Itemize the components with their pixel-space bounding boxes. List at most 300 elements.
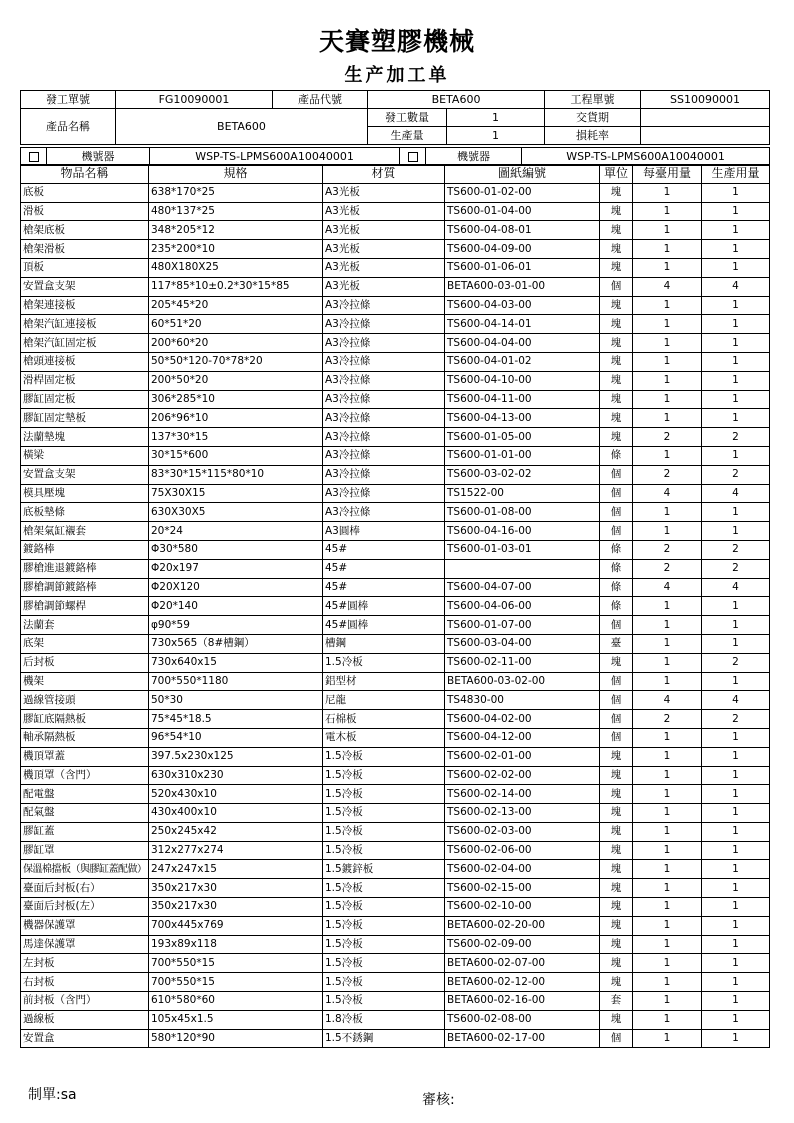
cell-material: 45# [323, 578, 445, 597]
cell-item-name: 膠缸罩 [21, 841, 149, 860]
cell-material: 45#圓棒 [323, 616, 445, 635]
cell-material: A3冷拉條 [323, 409, 445, 428]
cell-unit: 塊 [600, 296, 633, 315]
cell-unit: 條 [600, 559, 633, 578]
cell-material: 1.5冷板 [323, 954, 445, 973]
table-row [21, 202, 770, 221]
cell-qty-per-unit: 1 [633, 992, 702, 1011]
cell-item-name: 機器保護罩 [21, 916, 149, 935]
cell-item-name: 安置盒 [21, 1029, 149, 1048]
cell-drawing-no: TS600-04-12-00 [445, 728, 600, 747]
cell-material: 1.5冷板 [323, 973, 445, 992]
cell-item-name: 槍架滑板 [21, 240, 149, 259]
cell-qty-per-unit: 4 [633, 691, 702, 710]
cell-qty-per-unit: 1 [633, 597, 702, 616]
cell-qty-per-unit: 1 [633, 747, 702, 766]
cell-material: A3光板 [323, 240, 445, 259]
cell-spec: 30*15*600 [149, 446, 323, 465]
table-row [21, 428, 770, 447]
cell-qty-per-unit: 1 [633, 634, 702, 653]
cell-material: 45# [323, 540, 445, 559]
cell-qty-per-unit: 1 [633, 202, 702, 221]
machine-no-1: WSP-TS-LPMS600A10040001 [150, 148, 400, 166]
cell-unit: 個 [600, 503, 633, 522]
table-row [21, 634, 770, 653]
table-row [21, 898, 770, 917]
cell-item-name: 鍍鉻棒 [21, 540, 149, 559]
cell-drawing-no: BETA600-02-16-00 [445, 992, 600, 1011]
cell-production-qty: 1 [702, 916, 770, 935]
cell-item-name: 過線管接頭 [21, 691, 149, 710]
cell-unit: 塊 [600, 390, 633, 409]
cell-drawing-no: BETA600-02-17-00 [445, 1029, 600, 1048]
cell-unit: 條 [600, 540, 633, 559]
cell-unit: 條 [600, 578, 633, 597]
cell-production-qty: 1 [702, 634, 770, 653]
cell-qty-per-unit: 4 [633, 484, 702, 503]
cell-material: A3冷拉條 [323, 428, 445, 447]
cell-drawing-no: TS1522-00 [445, 484, 600, 503]
table-row [21, 785, 770, 804]
cell-qty-per-unit: 1 [633, 1010, 702, 1029]
cell-production-qty: 1 [702, 935, 770, 954]
cell-item-name: 機架 [21, 672, 149, 691]
cell-item-name: 安置盒支架 [21, 465, 149, 484]
cell-qty-per-unit: 1 [633, 841, 702, 860]
table-row [21, 484, 770, 503]
maker-label: 制單: [28, 1087, 61, 1103]
cell-material: A3光板 [323, 277, 445, 296]
cell-production-qty: 2 [702, 559, 770, 578]
cell-spec: 700*550*15 [149, 973, 323, 992]
cell-qty-per-unit: 1 [633, 390, 702, 409]
cell-item-name: 橫梁 [21, 446, 149, 465]
cell-material: 1.5冷板 [323, 841, 445, 860]
cell-material: 1.5不銹鋼 [323, 1029, 445, 1048]
cell-material: 45#圓棒 [323, 597, 445, 616]
cell-drawing-no: TS600-01-07-00 [445, 616, 600, 635]
cell-qty-per-unit: 1 [633, 503, 702, 522]
cell-qty-per-unit: 1 [633, 446, 702, 465]
cell-material: 1.8冷板 [323, 1010, 445, 1029]
cell-spec: Φ20*140 [149, 597, 323, 616]
cell-spec: 75*45*18.5 [149, 710, 323, 729]
cell-production-qty: 1 [702, 728, 770, 747]
cell-spec: 250x245x42 [149, 822, 323, 841]
cell-drawing-no [445, 559, 600, 578]
cell-unit: 條 [600, 597, 633, 616]
cell-material: A3圓棒 [323, 522, 445, 541]
cell-unit: 塊 [600, 428, 633, 447]
cell-qty-per-unit: 1 [633, 935, 702, 954]
cell-material: 石棉板 [323, 710, 445, 729]
column-header-unit: 單位 [600, 165, 633, 184]
cell-item-name: 機頂罩（含門） [21, 766, 149, 785]
cell-production-qty: 1 [702, 860, 770, 879]
cell-qty-per-unit: 1 [633, 296, 702, 315]
cell-material: 1.5冷板 [323, 935, 445, 954]
cell-qty-per-unit: 1 [633, 766, 702, 785]
cell-material: A3冷拉條 [323, 334, 445, 353]
cell-material: A3光板 [323, 258, 445, 277]
cell-unit: 個 [600, 484, 633, 503]
cell-unit: 塊 [600, 785, 633, 804]
cell-spec: 580*120*90 [149, 1029, 323, 1048]
table-row [21, 822, 770, 841]
checkbox-icon [408, 152, 418, 162]
cell-item-name: 膠缸蓋 [21, 822, 149, 841]
cell-spec: 700*550*1180 [149, 672, 323, 691]
cell-spec: 60*51*20 [149, 315, 323, 334]
cell-spec: 96*54*10 [149, 728, 323, 747]
cell-drawing-no: TS600-02-06-00 [445, 841, 600, 860]
cell-production-qty: 1 [702, 841, 770, 860]
cell-production-qty: 1 [702, 315, 770, 334]
table-row [21, 183, 770, 202]
table-row [21, 616, 770, 635]
cell-spec: 137*30*15 [149, 428, 323, 447]
column-header-qty-per-unit: 每臺用量 [633, 165, 702, 184]
cell-production-qty: 4 [702, 277, 770, 296]
cell-qty-per-unit: 2 [633, 540, 702, 559]
cell-unit: 塊 [600, 371, 633, 390]
table-row [21, 653, 770, 672]
cell-drawing-no: TS600-04-10-00 [445, 371, 600, 390]
cell-spec: 75X30X15 [149, 484, 323, 503]
table-row [21, 597, 770, 616]
cell-qty-per-unit: 1 [633, 860, 702, 879]
cell-spec: 638*170*25 [149, 183, 323, 202]
cell-production-qty: 4 [702, 484, 770, 503]
cell-production-qty: 1 [702, 334, 770, 353]
cell-material: 1.5冷板 [323, 804, 445, 823]
table-row [21, 860, 770, 879]
table-row [21, 334, 770, 353]
cell-drawing-no: TS600-04-13-00 [445, 409, 600, 428]
cell-spec: 235*200*10 [149, 240, 323, 259]
cell-drawing-no: TS600-02-02-00 [445, 766, 600, 785]
cell-production-qty: 1 [702, 785, 770, 804]
cell-unit: 塊 [600, 409, 633, 428]
table-row [21, 1010, 770, 1029]
cell-item-name: 槍頭連接板 [21, 352, 149, 371]
machine-checkbox-2[interactable] [400, 148, 426, 166]
cell-production-qty: 1 [702, 597, 770, 616]
cell-qty-per-unit: 1 [633, 954, 702, 973]
cell-production-qty: 1 [702, 898, 770, 917]
cell-material: A3冷拉條 [323, 390, 445, 409]
cell-spec: 193x89x118 [149, 935, 323, 954]
cell-material: 45# [323, 559, 445, 578]
cell-unit: 個 [600, 1029, 633, 1048]
cell-material: 1.5冷板 [323, 992, 445, 1011]
cell-drawing-no: TS600-04-14-01 [445, 315, 600, 334]
cell-item-name: 法蘭墊塊 [21, 428, 149, 447]
product-code-value: BETA600 [368, 91, 545, 109]
cell-qty-per-unit: 1 [633, 804, 702, 823]
cell-spec: 480X180X25 [149, 258, 323, 277]
table-row [21, 315, 770, 334]
cell-drawing-no: TS600-02-10-00 [445, 898, 600, 917]
cell-material: A3光板 [323, 202, 445, 221]
loss-rate-label: 損耗率 [545, 127, 641, 145]
cell-spec: 730x565（8#槽鋼） [149, 634, 323, 653]
cell-item-name: 右封板 [21, 973, 149, 992]
cell-item-name: 滑板 [21, 202, 149, 221]
cell-spec: 700x445x769 [149, 916, 323, 935]
cell-drawing-no: TS600-04-07-00 [445, 578, 600, 597]
cell-item-name: 馬達保護罩 [21, 935, 149, 954]
cell-drawing-no: TS600-02-03-00 [445, 822, 600, 841]
table-row [21, 296, 770, 315]
cell-drawing-no: TS600-04-08-01 [445, 221, 600, 240]
cell-production-qty: 1 [702, 390, 770, 409]
cell-drawing-no: TS600-01-04-00 [445, 202, 600, 221]
cell-spec: 700*550*15 [149, 954, 323, 973]
cell-item-name: 前封板（含門） [21, 992, 149, 1011]
cell-item-name: 保溫棉擋板（與膠缸蓋配做） [21, 860, 149, 879]
cell-qty-per-unit: 1 [633, 1029, 702, 1048]
cell-production-qty: 1 [702, 522, 770, 541]
cell-spec: 117*85*10±0.2*30*15*85 [149, 277, 323, 296]
cell-spec: 397.5x230x125 [149, 747, 323, 766]
cell-unit: 個 [600, 691, 633, 710]
cell-production-qty: 1 [702, 973, 770, 992]
cell-drawing-no: TS600-04-03-00 [445, 296, 600, 315]
project-no-value: SS10090001 [641, 91, 770, 109]
cell-drawing-no: TS600-02-08-00 [445, 1010, 600, 1029]
cell-item-name: 槍架連接板 [21, 296, 149, 315]
cell-item-name: 臺面后封板(左） [21, 898, 149, 917]
production-qty-label: 生產量 [368, 127, 447, 145]
cell-production-qty: 4 [702, 578, 770, 597]
table-row [21, 954, 770, 973]
cell-production-qty: 1 [702, 202, 770, 221]
cell-spec: φ90*59 [149, 616, 323, 635]
order-no-label: 發工單號 [21, 91, 116, 109]
cell-spec: 730x640x15 [149, 653, 323, 672]
cell-production-qty: 1 [702, 1029, 770, 1048]
machine-checkbox-1[interactable] [21, 148, 47, 166]
cell-unit: 個 [600, 672, 633, 691]
cell-qty-per-unit: 1 [633, 785, 702, 804]
cell-material: A3冷拉條 [323, 352, 445, 371]
company-title: 天賽塑膠機械 [318, 27, 475, 56]
cell-unit: 個 [600, 522, 633, 541]
loss-rate-value [641, 127, 770, 145]
cell-production-qty: 1 [702, 766, 770, 785]
cell-qty-per-unit: 1 [633, 315, 702, 334]
cell-material: A3冷拉條 [323, 465, 445, 484]
cell-item-name: 配電盤 [21, 785, 149, 804]
cell-spec: 306*285*10 [149, 390, 323, 409]
cell-drawing-no: TS600-01-03-01 [445, 540, 600, 559]
table-row [21, 691, 770, 710]
cell-qty-per-unit: 1 [633, 409, 702, 428]
cell-qty-per-unit: 1 [633, 352, 702, 371]
parts-table [20, 164, 770, 1048]
product-name-label: 產品名稱 [21, 109, 116, 145]
cell-production-qty: 1 [702, 296, 770, 315]
maker-signature [28, 1084, 77, 1104]
cell-item-name: 安置盒支架 [21, 277, 149, 296]
cell-item-name: 膠缸底隔熱板 [21, 710, 149, 729]
cell-item-name: 膠缸固定墊板 [21, 409, 149, 428]
cell-drawing-no: TS600-02-15-00 [445, 879, 600, 898]
cell-unit: 個 [600, 465, 633, 484]
cell-material: 尼龍 [323, 691, 445, 710]
cell-material: 槽鋼 [323, 634, 445, 653]
cell-material: A3冷拉條 [323, 503, 445, 522]
cell-qty-per-unit: 1 [633, 183, 702, 202]
cell-item-name: 底板墊條 [21, 503, 149, 522]
table-row [21, 221, 770, 240]
cell-unit: 塊 [600, 860, 633, 879]
cell-item-name: 滑桿固定板 [21, 371, 149, 390]
cell-material: 1.5冷板 [323, 653, 445, 672]
cell-qty-per-unit: 1 [633, 653, 702, 672]
cell-spec: Φ20X120 [149, 578, 323, 597]
table-row [21, 258, 770, 277]
column-header-material: 材質 [323, 165, 445, 184]
cell-qty-per-unit: 4 [633, 578, 702, 597]
cell-unit: 塊 [600, 954, 633, 973]
delivery-date-value [641, 109, 770, 127]
cell-drawing-no: TS600-02-09-00 [445, 935, 600, 954]
product-code-label: 產品代號 [273, 91, 368, 109]
cell-spec: 200*60*20 [149, 334, 323, 353]
cell-qty-per-unit: 1 [633, 258, 702, 277]
cell-item-name: 過線板 [21, 1010, 149, 1029]
column-header-item-name: 物品名稱 [21, 165, 149, 184]
cell-drawing-no: TS600-04-04-00 [445, 334, 600, 353]
issue-qty-label: 發工數量 [368, 109, 447, 127]
cell-unit: 個 [600, 277, 633, 296]
cell-material: A3冷拉條 [323, 296, 445, 315]
cell-production-qty: 1 [702, 503, 770, 522]
cell-unit: 塊 [600, 315, 633, 334]
cell-item-name: 底架 [21, 634, 149, 653]
cell-material: 1.5冷板 [323, 822, 445, 841]
machine-no-2: WSP-TS-LPMS600A10040001 [522, 148, 770, 166]
cell-unit: 塊 [600, 935, 633, 954]
table-row [21, 409, 770, 428]
cell-drawing-no: TS600-01-02-00 [445, 183, 600, 202]
table-row [21, 503, 770, 522]
cell-material: 1.5冷板 [323, 916, 445, 935]
table-row [21, 240, 770, 259]
column-header-drawing-no: 圖紙編號 [445, 165, 600, 184]
cell-production-qty: 1 [702, 183, 770, 202]
form-title: 生产加工单 [344, 65, 450, 86]
cell-production-qty: 1 [702, 954, 770, 973]
cell-unit: 塊 [600, 804, 633, 823]
cell-production-qty: 2 [702, 540, 770, 559]
table-row [21, 446, 770, 465]
cell-material: A3光板 [323, 221, 445, 240]
cell-drawing-no: TS600-02-11-00 [445, 653, 600, 672]
cell-drawing-no: TS600-04-09-00 [445, 240, 600, 259]
cell-drawing-no: TS600-04-01-02 [445, 352, 600, 371]
table-row [21, 371, 770, 390]
cell-material: A3冷拉條 [323, 484, 445, 503]
cell-qty-per-unit: 1 [633, 616, 702, 635]
cell-spec: 105x45x1.5 [149, 1010, 323, 1029]
cell-item-name: 底板 [21, 183, 149, 202]
cell-item-name: 左封板 [21, 954, 149, 973]
column-header-spec: 規格 [149, 165, 323, 184]
table-row [21, 672, 770, 691]
cell-unit: 塊 [600, 258, 633, 277]
cell-production-qty: 2 [702, 465, 770, 484]
cell-drawing-no: BETA600-02-20-00 [445, 916, 600, 935]
cell-unit: 個 [600, 710, 633, 729]
cell-unit: 塊 [600, 334, 633, 353]
cell-unit: 塊 [600, 879, 633, 898]
cell-spec: Φ20x197 [149, 559, 323, 578]
cell-item-name: 臺面后封板(右） [21, 879, 149, 898]
cell-material: A3光板 [323, 183, 445, 202]
cell-item-name: 頂板 [21, 258, 149, 277]
table-row [21, 390, 770, 409]
cell-drawing-no: TS600-04-11-00 [445, 390, 600, 409]
machine-label-1: 機號器 [47, 148, 150, 166]
table-row [21, 578, 770, 597]
delivery-date-label: 交貨期 [545, 109, 641, 127]
cell-material: 電木板 [323, 728, 445, 747]
cell-drawing-no: BETA600-02-12-00 [445, 973, 600, 992]
cell-production-qty: 2 [702, 428, 770, 447]
cell-unit: 套 [600, 992, 633, 1011]
cell-qty-per-unit: 1 [633, 672, 702, 691]
cell-unit: 塊 [600, 221, 633, 240]
cell-unit: 塊 [600, 653, 633, 672]
table-row [21, 277, 770, 296]
cell-drawing-no: TS600-02-14-00 [445, 785, 600, 804]
table-row [21, 973, 770, 992]
cell-production-qty: 1 [702, 371, 770, 390]
cell-production-qty: 1 [702, 258, 770, 277]
cell-drawing-no: TS600-02-04-00 [445, 860, 600, 879]
maker-name: sa [60, 1087, 77, 1103]
column-header-production-qty: 生產用量 [702, 165, 770, 184]
production-qty-value: 1 [447, 127, 545, 145]
cell-qty-per-unit: 4 [633, 277, 702, 296]
cell-spec: 50*50*120-70*78*20 [149, 352, 323, 371]
cell-material: 1.5冷板 [323, 766, 445, 785]
cell-unit: 塊 [600, 240, 633, 259]
cell-spec: 247x247x15 [149, 860, 323, 879]
cell-production-qty: 1 [702, 672, 770, 691]
cell-drawing-no: TS600-01-01-00 [445, 446, 600, 465]
cell-item-name: 法蘭套 [21, 616, 149, 635]
cell-drawing-no: TS600-02-13-00 [445, 804, 600, 823]
cell-item-name: 軸承隔熱板 [21, 728, 149, 747]
cell-qty-per-unit: 1 [633, 879, 702, 898]
cell-unit: 塊 [600, 822, 633, 841]
cell-qty-per-unit: 1 [633, 334, 702, 353]
cell-qty-per-unit: 2 [633, 710, 702, 729]
table-row [21, 879, 770, 898]
cell-unit: 塊 [600, 766, 633, 785]
cell-item-name: 膠槍調節鍍鉻棒 [21, 578, 149, 597]
cell-spec: 630X30X5 [149, 503, 323, 522]
cell-drawing-no: TS600-01-05-00 [445, 428, 600, 447]
table-row [21, 710, 770, 729]
table-row [21, 935, 770, 954]
header-table [20, 90, 770, 145]
cell-production-qty: 1 [702, 747, 770, 766]
